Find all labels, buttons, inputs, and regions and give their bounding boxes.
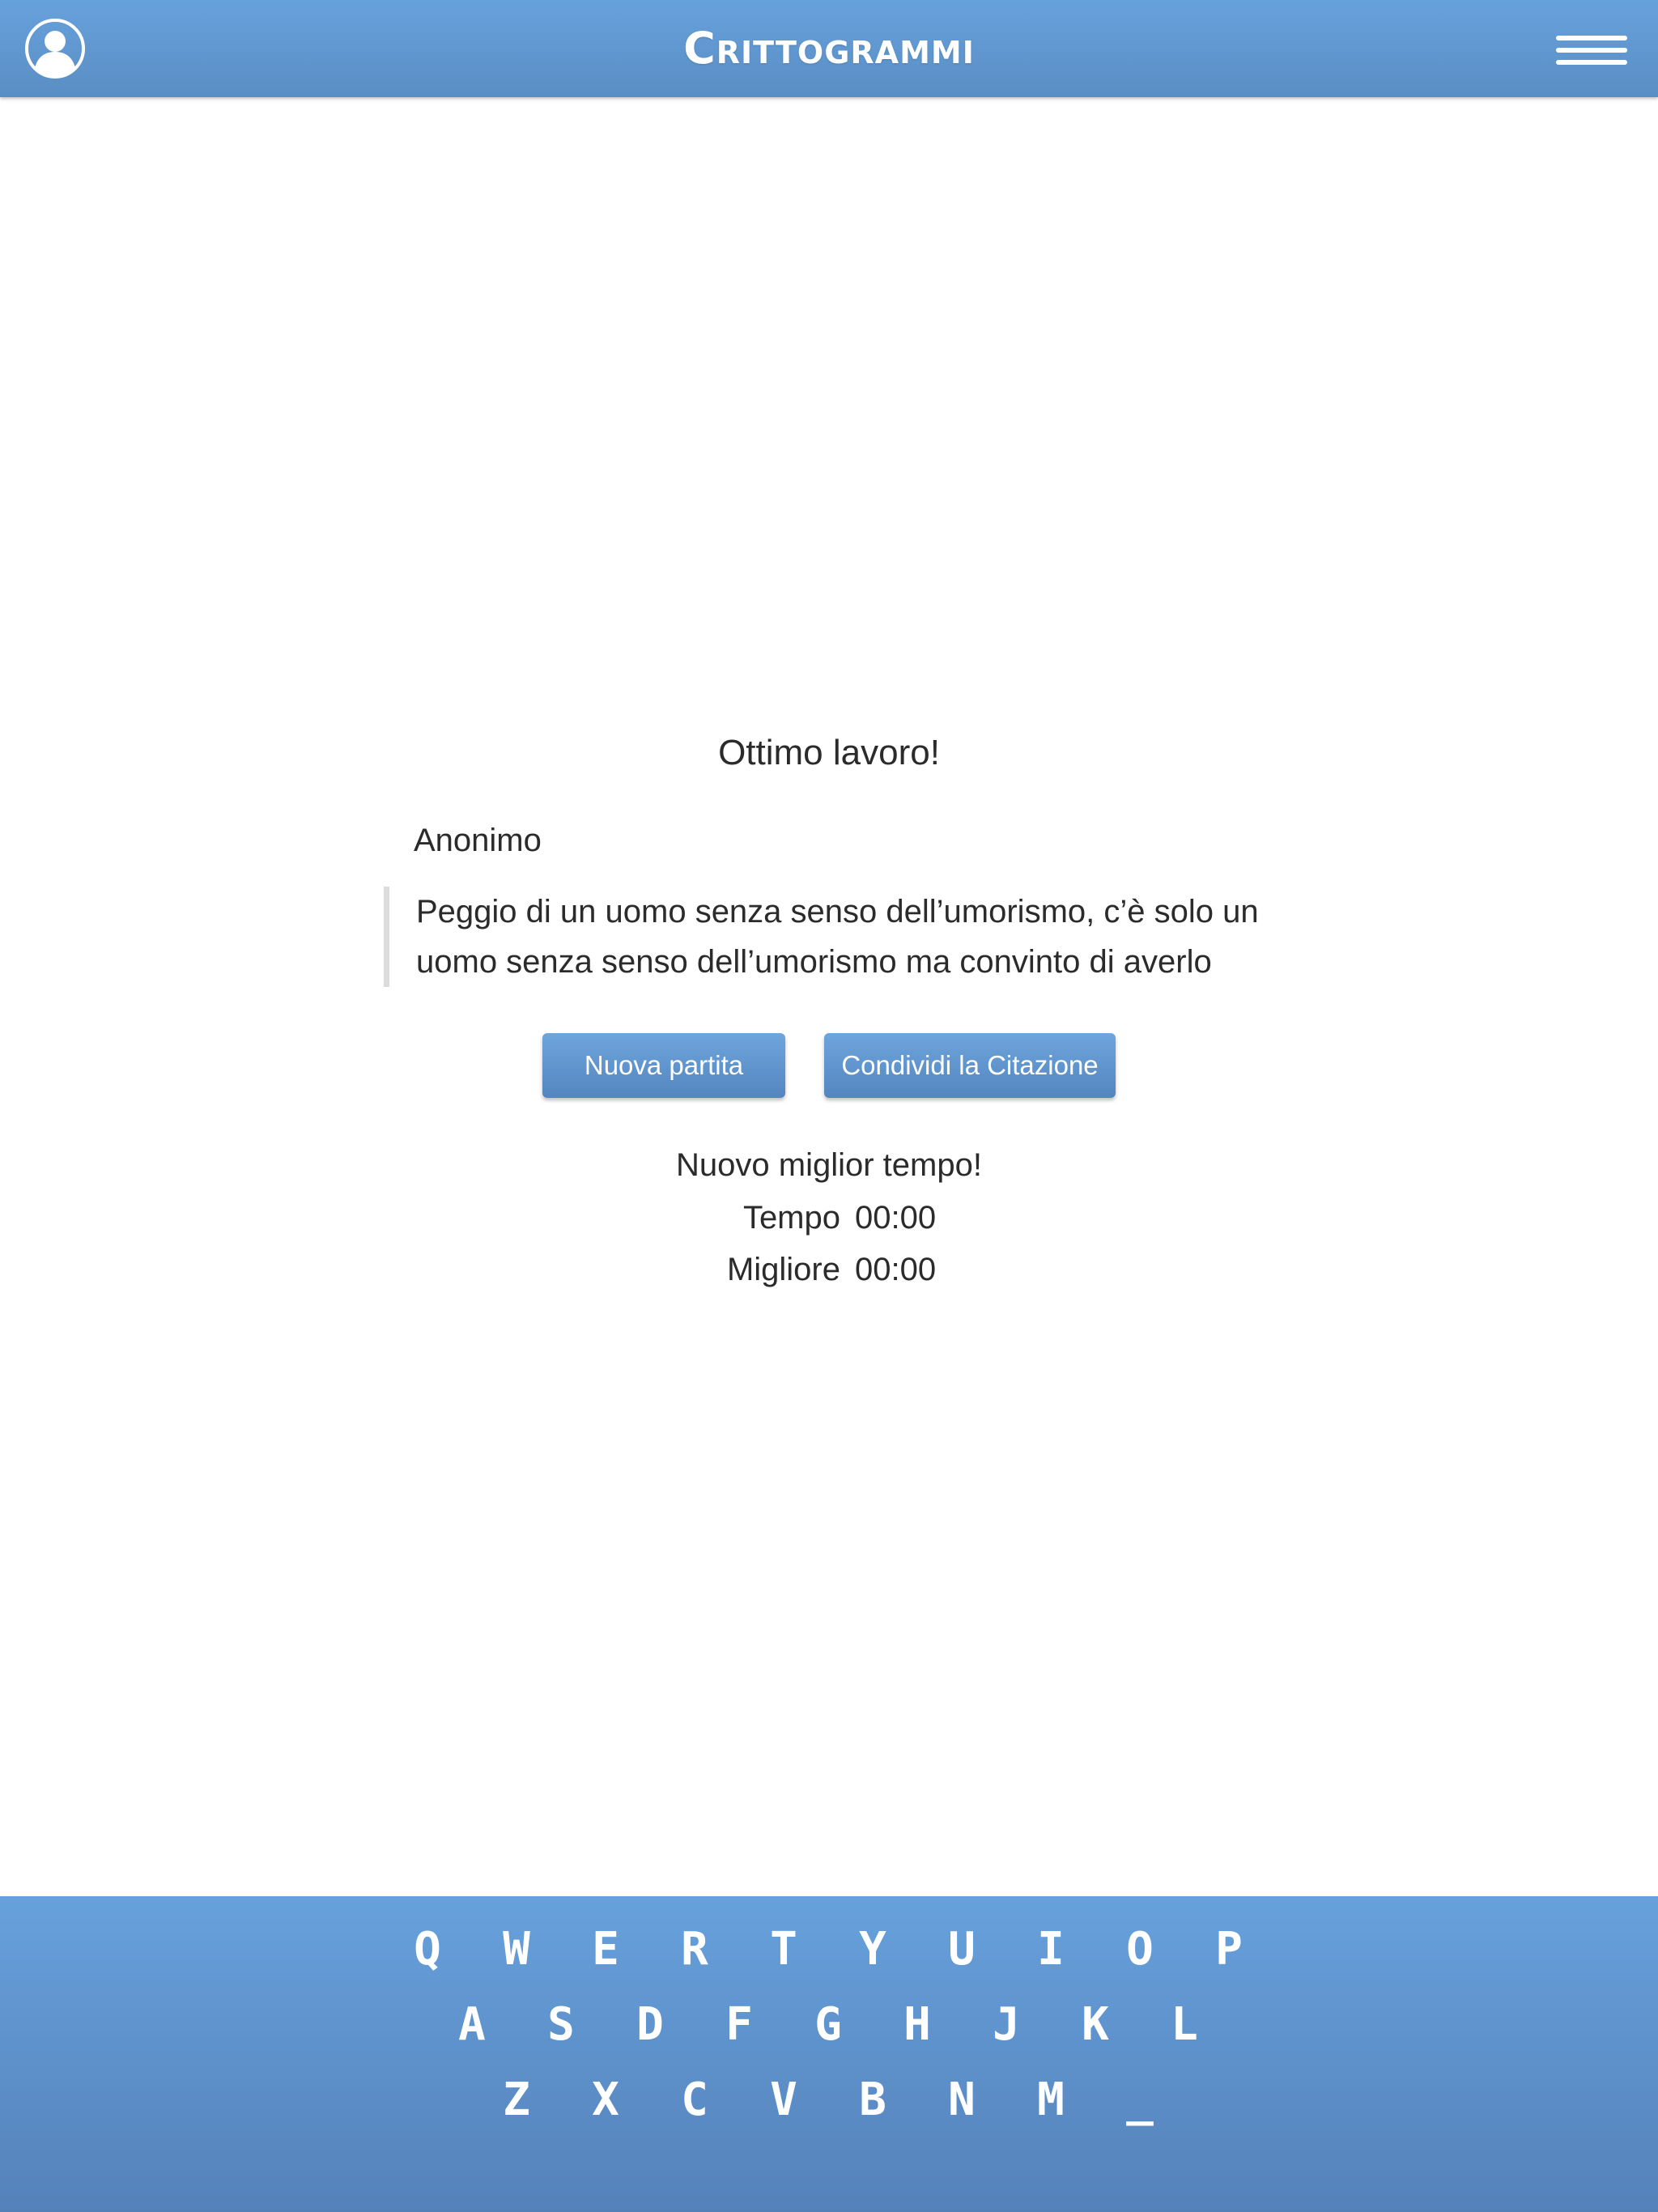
key-e[interactable]: E: [592, 1923, 619, 1976]
time-label: Tempo: [742, 1200, 840, 1236]
key-k[interactable]: K: [1082, 1998, 1109, 2051]
key-p[interactable]: P: [1215, 1923, 1243, 1976]
menu-line: [1556, 48, 1627, 53]
best-time-row: [0, 1244, 1658, 1295]
key-g[interactable]: G: [814, 1998, 842, 2051]
key-a[interactable]: A: [458, 1998, 486, 2051]
key-underscore[interactable]: _: [1126, 2074, 1154, 2126]
key-t[interactable]: T: [770, 1923, 797, 1976]
key-d[interactable]: D: [636, 1998, 664, 2051]
key-c[interactable]: C: [681, 2074, 708, 2126]
share-quote-button[interactable]: Condividi la Citazione: [824, 1033, 1116, 1098]
key-f[interactable]: F: [725, 1998, 753, 2051]
app-title: Crittogrammi: [683, 23, 975, 74]
key-w[interactable]: W: [503, 1923, 530, 1976]
key-m[interactable]: M: [1037, 2074, 1065, 2126]
key-y[interactable]: Y: [859, 1923, 886, 1976]
key-r[interactable]: R: [681, 1923, 708, 1976]
time-value: 00:00: [855, 1200, 937, 1236]
quote-text: Peggio di un uomo senza senso dell’umorismo, c’è solo un uomo senza senso dell’umorismo ma convinto di averlo: [384, 887, 1290, 987]
top-bar: [0, 0, 1658, 97]
key-l[interactable]: L: [1171, 1998, 1198, 2051]
best-time-label: Migliore: [726, 1252, 840, 1287]
new-game-button[interactable]: Nuova partita: [542, 1033, 785, 1098]
time-row: [0, 1192, 1658, 1244]
result-panel: [0, 97, 1658, 1896]
keyboard-row-1: [0, 1912, 1658, 1987]
key-i[interactable]: I: [1037, 1923, 1065, 1976]
keyboard-row-2: [0, 1988, 1658, 2062]
key-q[interactable]: Q: [414, 1923, 441, 1976]
menu-line: [1556, 36, 1627, 40]
key-j[interactable]: J: [993, 1998, 1020, 2051]
key-v[interactable]: V: [770, 2074, 797, 2126]
time-stats: [0, 1192, 1658, 1295]
key-o[interactable]: O: [1126, 1923, 1154, 1976]
result-heading: Ottimo lavoro!: [718, 733, 940, 772]
letter-keyboard: [0, 1896, 1658, 2212]
key-u[interactable]: U: [948, 1923, 976, 1976]
key-b[interactable]: B: [859, 2074, 886, 2126]
hamburger-menu-icon[interactable]: [1556, 36, 1627, 65]
new-best-time-message: Nuovo miglior tempo!: [676, 1147, 982, 1183]
menu-line: [1556, 60, 1627, 65]
key-n[interactable]: N: [948, 2074, 976, 2126]
key-s[interactable]: S: [547, 1998, 575, 2051]
quote-author: Anonimo: [414, 823, 542, 858]
keyboard-row-3: [0, 2063, 1658, 2138]
best-time-value: 00:00: [855, 1252, 937, 1287]
key-z[interactable]: Z: [503, 2074, 530, 2126]
key-x[interactable]: X: [592, 2074, 619, 2126]
key-h[interactable]: H: [903, 1998, 931, 2051]
